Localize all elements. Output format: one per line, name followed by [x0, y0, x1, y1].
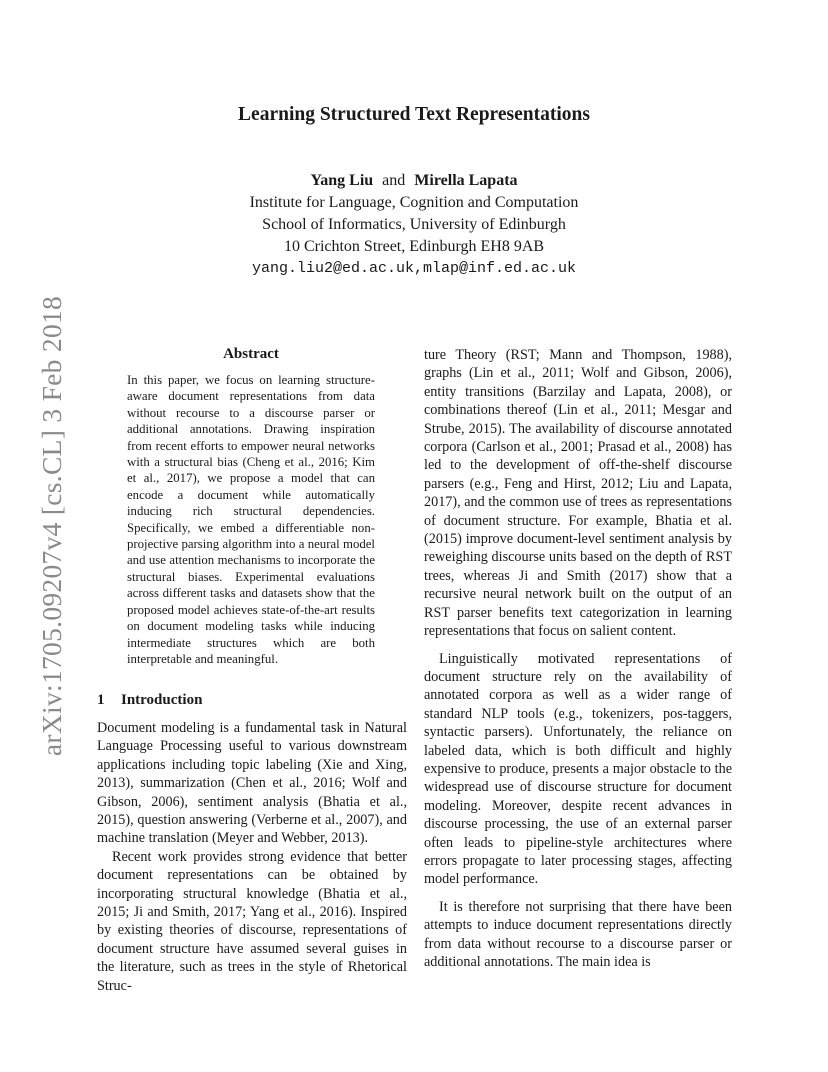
author-emails: yang.liu2@ed.ac.uk,mlap@inf.ed.ac.uk — [251, 260, 577, 277]
left-column-body — [97, 692, 407, 995]
intro-paragraph-1: Document modeling is a fundamental task in Natural Language Processing useful to various downstream applications including topic labeling (Xie and Xing, 2013), summarization (Chen et al., 2016; Wolf and Gibson, 2006), sentiment analysis (Bhatia et al., 2015), question answering (Verberne et al., 2007), and machine translation (Meyer and Webber, 2013). — [97, 720, 407, 847]
author-block — [0, 170, 828, 280]
right-column-body — [424, 346, 732, 971]
abstract-text: In this paper, we focus on learning structure-aware document representations from data without recourse to a discourse parser or additional annotations. Drawing inspiration from recent efforts to empower neural networks with a structural bias (Cheng et al., 2016; Kim et al., 2017), we propose a model that can encode a document while automatically inducing rich structural dependencies. Specifically, we embed a differentiable non-projective parsing algorithm into a neural model and use attention mechanisms to incorporate the structural biases. Experimental evaluations across different tasks and datasets show that the proposed model achieves state-of-the-art results on document modeling tasks while inducing intermediate structures which are both interpretable and meaningful. — [127, 373, 375, 666]
section-heading-introduction — [97, 692, 407, 709]
author-conjunction: and — [382, 172, 406, 189]
author-1: Yang Liu — [310, 172, 374, 189]
right-paragraph-2: Linguistically motivated representations of document structure rely on the availability of annotated corpora as well as a wider range of standard NLP tools (e.g., tokenizers, pos-taggers, syntactic parsers). Unfortunately, the reliance on labeled data, which is both difficult and highly expensive to produce, presents a major obstacle to the widespread use of discourse structure for document modeling. Moreover, despite recent advances in discourse processing, the use of an external parser often leads to pipeline-style architectures where errors propagate to later processing stages, affecting model performance. — [424, 650, 732, 888]
affiliation-school: School of Informatics, University of Edinburgh — [262, 216, 566, 233]
section-title: Introduction — [121, 692, 203, 708]
intro-paragraph-2: Recent work provides strong evidence that better document representations can be obtained by incorporating structural knowledge (Bhatia et al., 2015; Ji and Smith, 2017; Yang et al., 2016). Inspired by existing theories of discourse, representations of document structure have assumed several guises in the literature, such as trees in the style of Rhetorical Struc- — [97, 848, 407, 994]
affiliation-institute: Institute for Language, Cognition and Computation — [249, 194, 579, 211]
paper-title: Learning Structured Text Representations — [238, 104, 590, 125]
author-names — [0, 170, 828, 192]
abstract-section — [127, 346, 375, 667]
right-paragraph-3: It is therefore not surprising that there have been attempts to induce document representations directly from data without recourse to a discourse parser or additional annotations. The main idea is — [424, 898, 732, 970]
section-number: 1 — [97, 692, 105, 708]
abstract-heading: Abstract — [223, 346, 279, 362]
right-paragraph-1: ture Theory (RST; Mann and Thompson, 1988), graphs (Lin et al., 2011; Wolf and Gibson, 2006), entity transitions (Barzilay and Lapata, 2008), or combinations thereof (Lin et al., 2011; Mesgar and Strube, 2015). The availability of discourse annotated corpora (Carlson et al., 2001; Prasad et al., 2008) has led to the development of off-the-shelf discourse parsers (e.g., Feng and Hirst, 2012; Liu and Lapata, 2017), and the common use of trees as representations of document structure. For example, Bhatia et al. (2015) improve document-level sentiment analysis by reweighing discourse units based on the depth of RST trees, whereas Ji and Smith (2017) show that a recursive neural network built on the output of an RST parser benefits text categorization in learning representations that focus on salient content. — [424, 347, 732, 640]
author-2: Mirella Lapata — [414, 172, 518, 189]
affiliation-address: 10 Crichton Street, Edinburgh EH8 9AB — [283, 238, 545, 255]
arxiv-stamp-text: arXiv:1705.09207v4 [cs.CL] 3 Feb 2018 — [36, 295, 67, 757]
